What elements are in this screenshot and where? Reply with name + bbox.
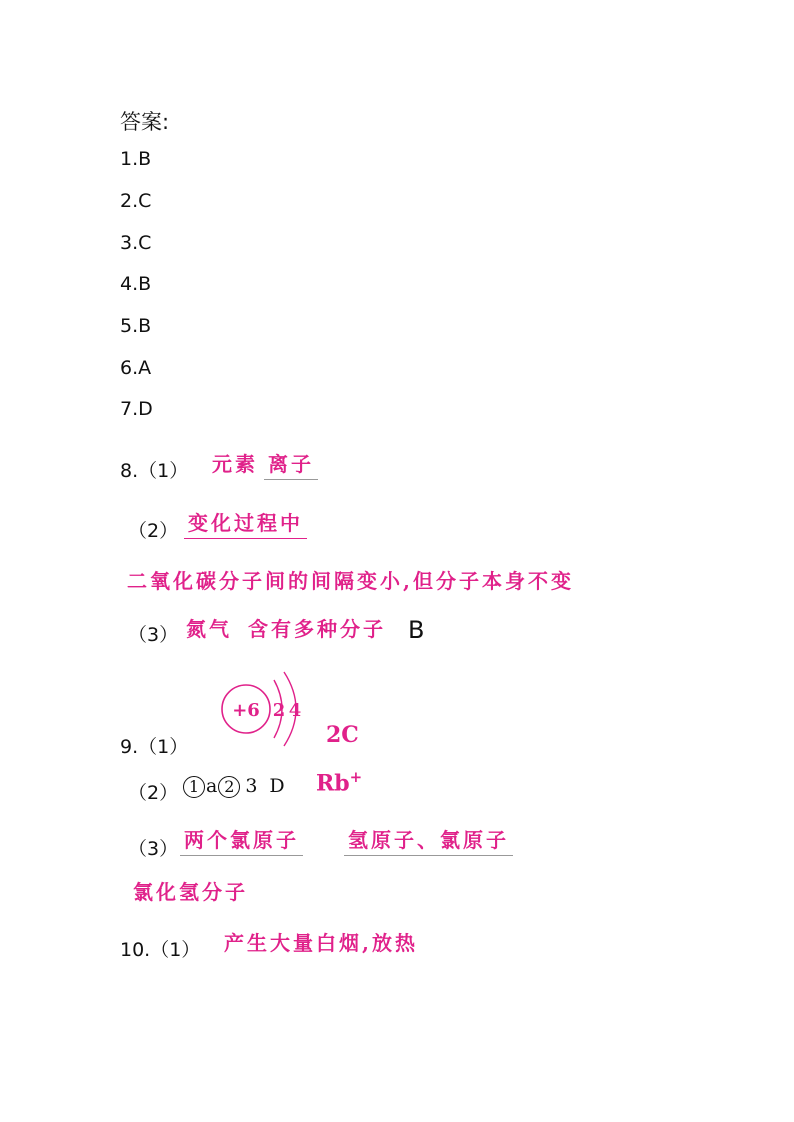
ion-symbol: Rb <box>316 770 350 797</box>
q8-answer-1a: 元素 <box>212 452 258 476</box>
q10-label-1: 10.（1） <box>120 939 201 961</box>
q8-answer-3-choice: B <box>408 616 425 644</box>
answer-heading: 答案: <box>120 110 170 134</box>
q9-text-a: a <box>206 775 218 797</box>
answer-6: 6.A <box>120 357 152 379</box>
q9-text-d: D <box>269 775 285 797</box>
q9-answer-2 <box>182 775 285 798</box>
ion-charge: + <box>349 768 363 786</box>
shell-1-electrons: 2 <box>272 700 286 721</box>
q8-answer-3a: 氮气 <box>186 617 232 641</box>
q9-label-1: 9.（1） <box>120 736 189 758</box>
answer-4: 4.B <box>120 273 152 295</box>
q8-answer-2: 变化过程中 <box>184 507 307 539</box>
q8-label-3: （3） <box>128 624 179 646</box>
nucleus-charge: +6 <box>232 700 260 721</box>
q9-text-3: 3 <box>245 775 258 797</box>
q8-label-2: （2） <box>128 520 179 542</box>
answer-1: 1.B <box>120 148 152 170</box>
q8-answer-2-continued: 二氧化碳分子间的间隔变小,但分子本身不变 <box>127 569 574 593</box>
q9-label-3: （3） <box>128 838 179 860</box>
q9-answer-3a: 两个氯原子 <box>180 824 303 856</box>
q8-answer-3b: 含有多种分子 <box>248 617 386 641</box>
q8-answer-1b: 离子 <box>264 448 318 480</box>
answer-3: 3.C <box>120 232 152 254</box>
q9-label-2: （2） <box>128 782 179 804</box>
answer-2: 2.C <box>120 190 152 212</box>
circled-number-2: 2 <box>218 776 240 798</box>
atom-structure-diagram <box>218 668 318 752</box>
q8-label-1: 8.（1） <box>120 460 189 482</box>
q9-ion-answer <box>316 768 362 796</box>
q9-answer-3c: 氯化氢分子 <box>133 880 248 904</box>
answer-7: 7.D <box>120 398 153 420</box>
q9-answer-3b: 氢原子、氯原子 <box>344 824 513 856</box>
q9-answer-1: 2C <box>326 722 359 748</box>
shell-2-electrons: 4 <box>288 700 302 721</box>
answer-5: 5.B <box>120 315 152 337</box>
circled-number-1: 1 <box>183 776 205 798</box>
q10-answer-1: 产生大量白烟,放热 <box>224 931 418 955</box>
